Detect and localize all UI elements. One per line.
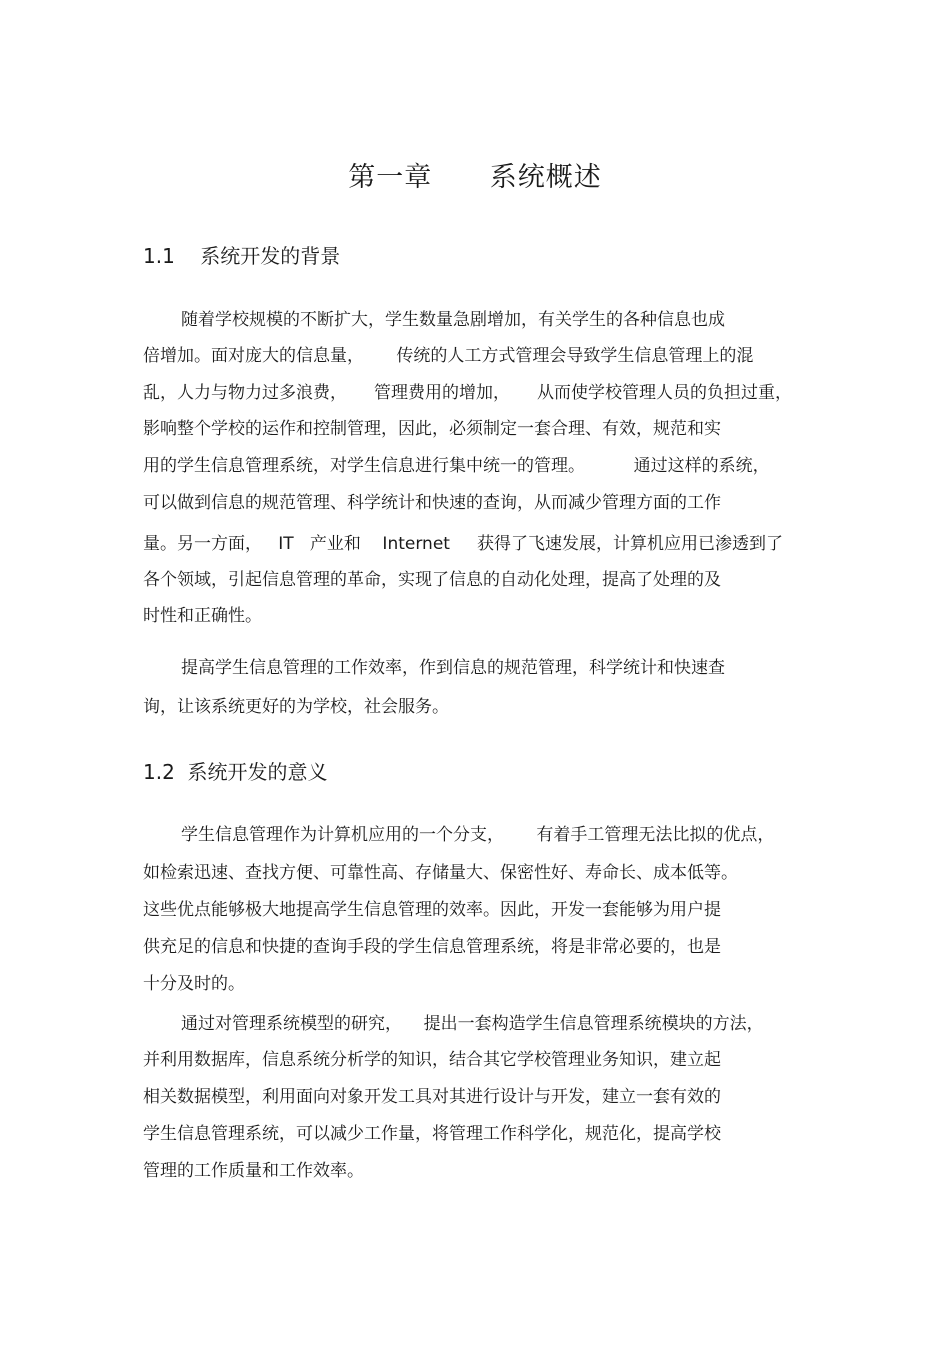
paragraph-line: 学生信息管理作为计算机应用的一个分支， 有着手工管理无法比拟的优点， bbox=[181, 825, 775, 845]
paragraph-line: 随着学校规模的不断扩大，学生数量急剧增加，有关学生的各种信息也成 bbox=[181, 310, 725, 330]
paragraph-line: 时性和正确性。 bbox=[143, 606, 262, 626]
paragraph-line: 并利用数据库，信息系统分析学的知识，结合其它学校管理业务知识，建立起 bbox=[143, 1050, 721, 1070]
paragraph-line: 询，让该系统更好的为学校，社会服务。 bbox=[143, 697, 449, 717]
paragraph-line: 乱，人力与物力过多浪费， 管理费用的增加， 从而使学校管理人员的负担过重， bbox=[143, 383, 793, 403]
paragraph-line: 相关数据模型，利用面向对象开发工具对其进行设计与开发，建立一套有效的 bbox=[143, 1087, 721, 1107]
paragraph-line: 倍增加。面对庞大的信息量， 传统的人工方式管理会导致学生信息管理上的混 bbox=[143, 346, 754, 366]
paragraph-line: 通过对管理系统模型的研究， 提出一套构造学生信息管理系统模块的方法， bbox=[181, 1014, 764, 1034]
chapter-title: 第一章 系统概述 bbox=[348, 162, 602, 193]
paragraph-line: 学生信息管理系统，可以减少工作量，将管理工作科学化，规范化，提高学校 bbox=[143, 1124, 721, 1144]
section-heading-1-2: 1.2 系统开发的意义 bbox=[143, 760, 328, 784]
paragraph-line: 影响整个学校的运作和控制管理，因此，必须制定一套合理、有效，规范和实 bbox=[143, 419, 721, 439]
section-heading-1-1: 1.1 系统开发的背景 bbox=[143, 244, 341, 268]
paragraph-line: 可以做到信息的规范管理、科学统计和快速的查询，从而减少管理方面的工作 bbox=[143, 493, 721, 513]
paragraph-line: 这些优点能够极大地提高学生信息管理的效率。因此，开发一套能够为用户提 bbox=[143, 900, 721, 920]
paragraph-line: 量。另一方面， IT 产业和 Internet 获得了飞速发展，计算机应用已渗透到了 bbox=[143, 534, 783, 554]
paragraph-line: 提高学生信息管理的工作效率，作到信息的规范管理，科学统计和快速查 bbox=[181, 658, 725, 678]
paragraph-line: 用的学生信息管理系统，对学生信息进行集中统一的管理。 通过这样的系统， bbox=[143, 456, 770, 476]
paragraph-line: 管理的工作质量和工作效率。 bbox=[143, 1161, 364, 1181]
paragraph-line: 各个领域，引起信息管理的革命，实现了信息的自动化处理，提高了处理的及 bbox=[143, 570, 721, 590]
paragraph-line: 供充足的信息和快捷的查询手段的学生信息管理系统，将是非常必要的，也是 bbox=[143, 937, 721, 957]
paragraph-line: 十分及时的。 bbox=[143, 974, 245, 994]
paragraph-line: 如检索迅速、查找方便、可靠性高、存储量大、保密性好、寿命长、成本低等。 bbox=[143, 863, 738, 883]
